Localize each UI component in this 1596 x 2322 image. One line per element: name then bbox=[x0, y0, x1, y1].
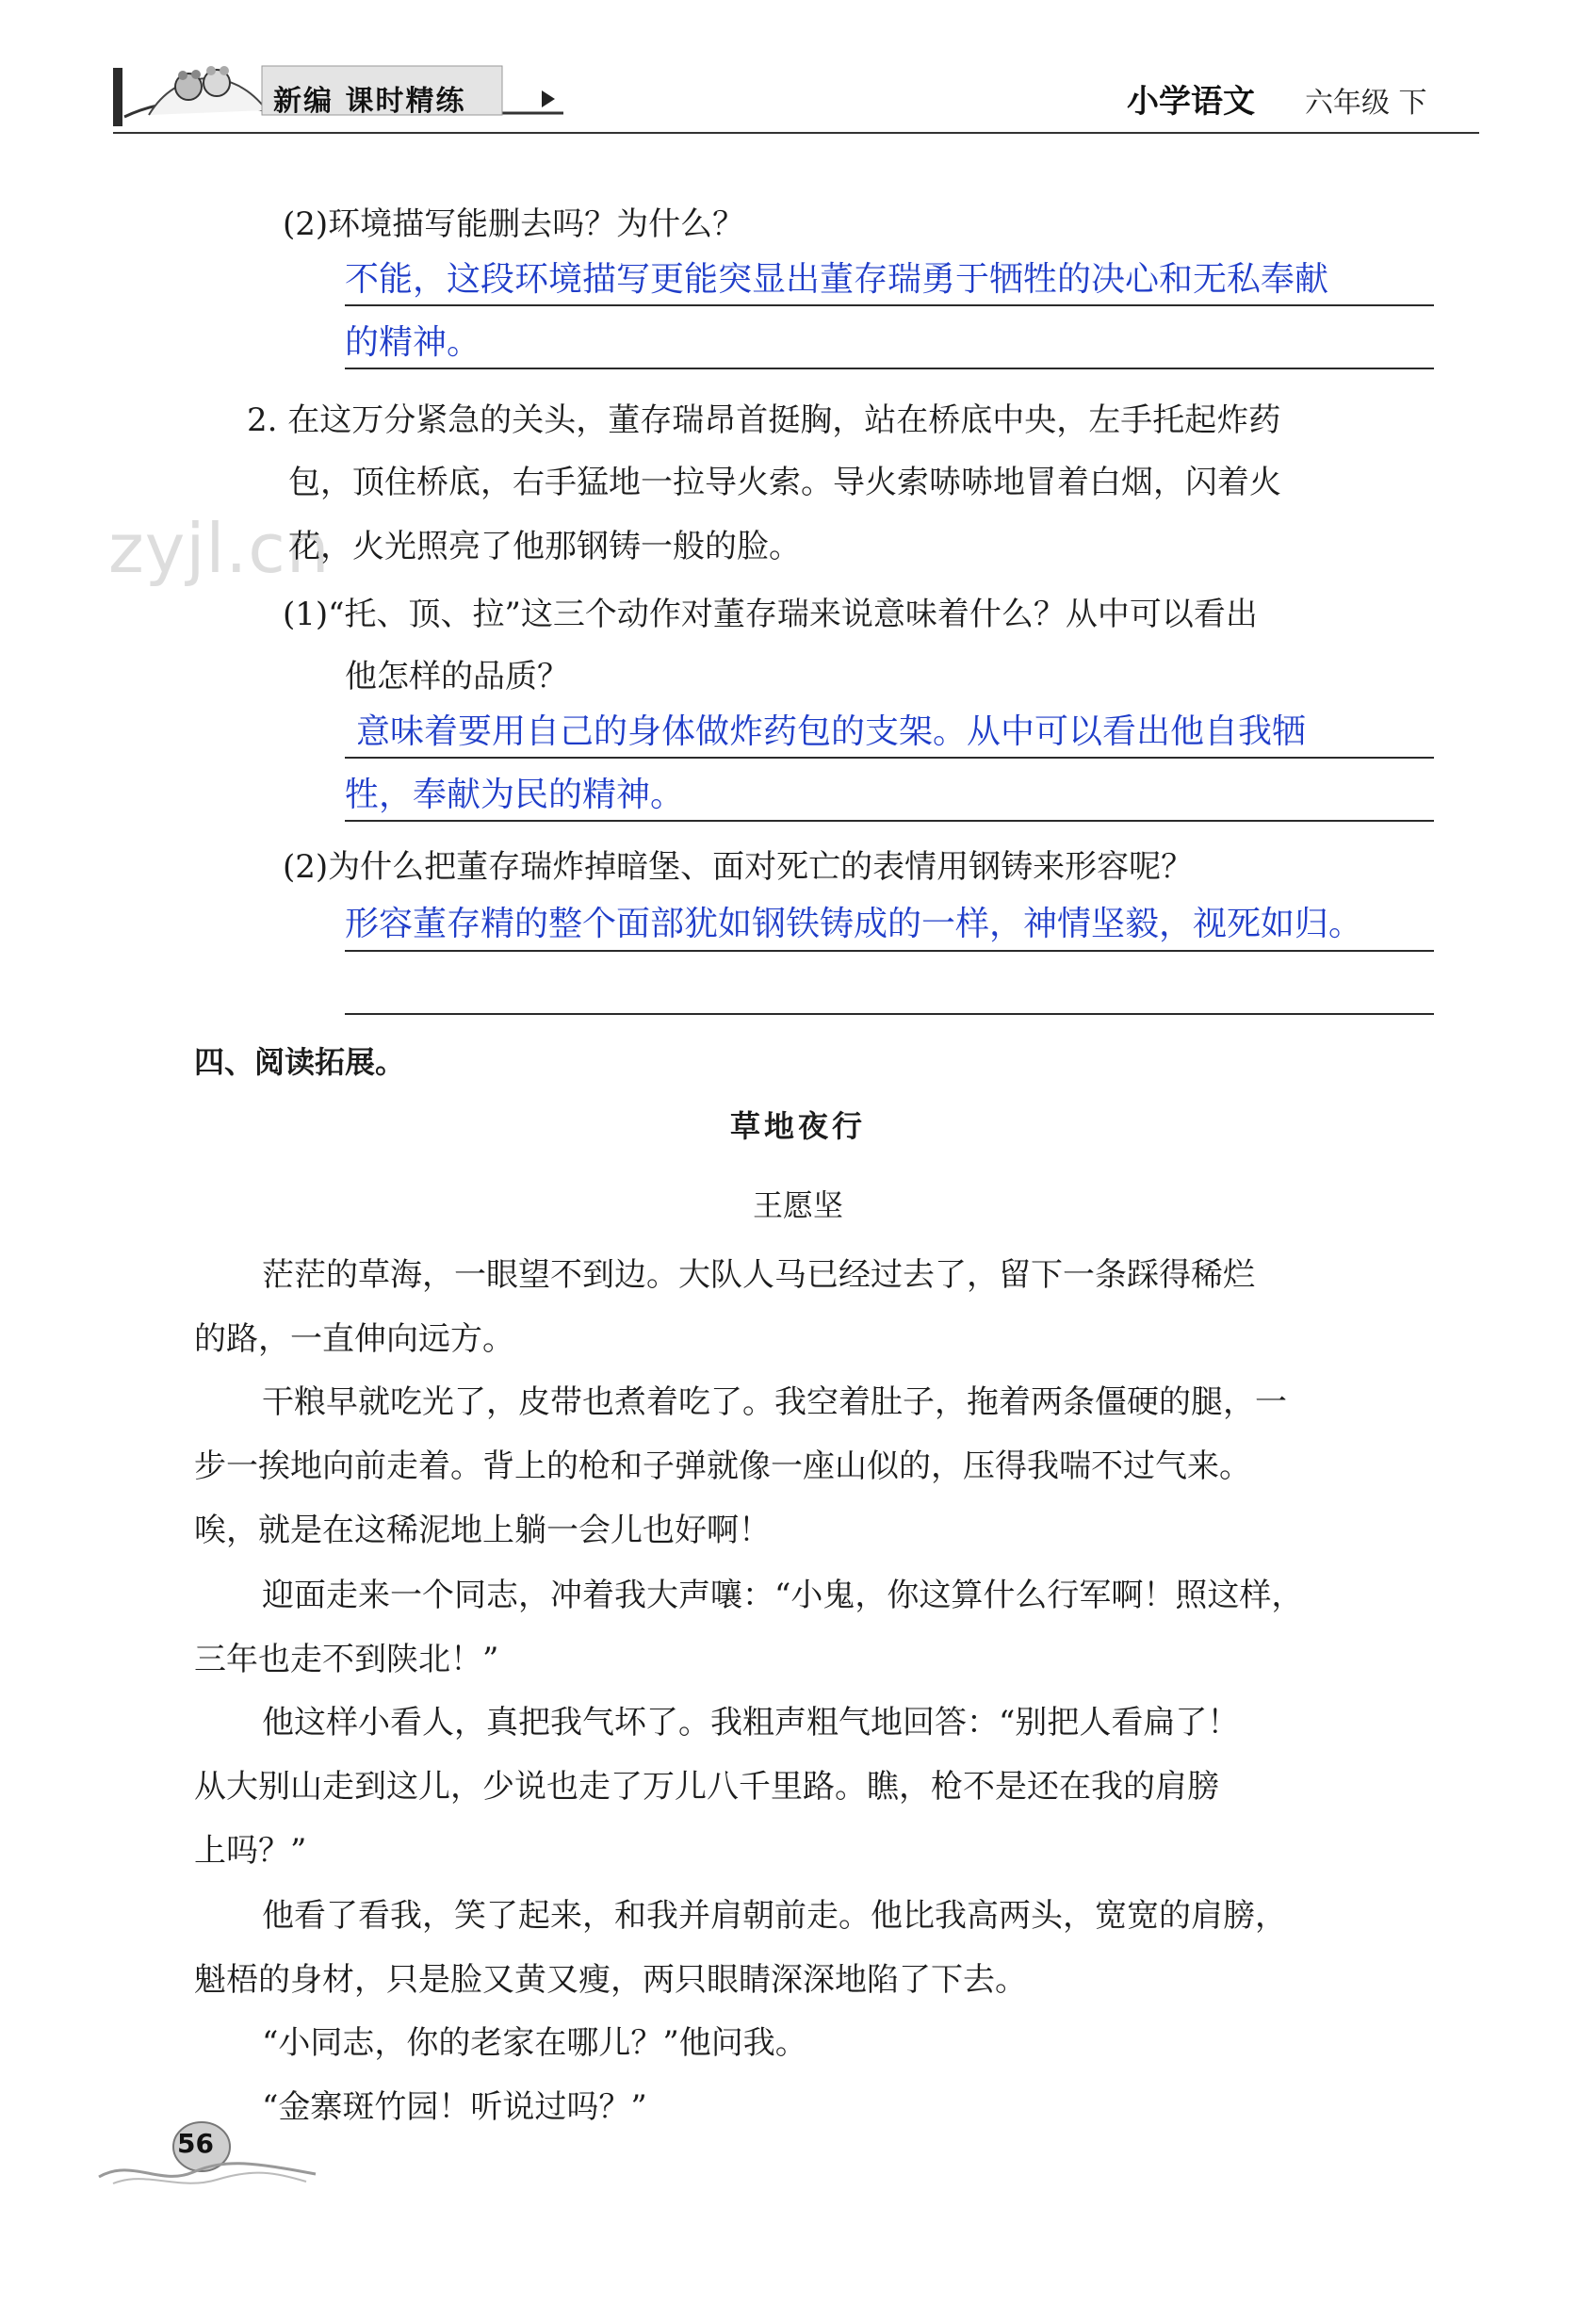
watermark: zyjl.cn bbox=[108, 509, 331, 588]
passage-line: 包，顶住桥底，右手猛地一拉导火索。导火索哧哧地冒着白烟，闪着火 bbox=[288, 464, 1281, 501]
answer-2-1-line-2: 牲，奉献为民的精神。 bbox=[345, 776, 685, 814]
answer-2-2: 形容董存精的整个面部犹如钢铁铸成的一样，神情坚毅，视死如归。 bbox=[345, 905, 1363, 943]
story-line: 他看了看我，笑了起来，和我并肩朝前走。他比我高两头，宽宽的肩膀， bbox=[262, 1897, 1287, 1935]
story-line: 从大别山走到这儿，少说也走了万儿八千里路。瞧，枪不是还在我的肩膀 bbox=[194, 1768, 1219, 1806]
answer-2-1-line-1: 意味着要用自己的身体做炸药包的支架。从中可以看出他自我牺 bbox=[356, 712, 1307, 751]
answer-1-2-line-2: 的精神。 bbox=[345, 323, 481, 362]
answer-1-2-line-1: 不能，这段环境描写更能突显出董存瑞勇于牺牲的决心和无私奉献 bbox=[345, 260, 1329, 299]
header-left-bar bbox=[113, 68, 122, 126]
answer-underline bbox=[345, 304, 1434, 306]
page-number: 56 bbox=[177, 2128, 214, 2159]
story-line: 干粮早就吃光了，皮带也煮着吃了。我空着肚子，拖着两条僵硬的腿，一 bbox=[262, 1383, 1287, 1421]
story-line: 唉，就是在这稀泥地上躺一会儿也好啊！ bbox=[194, 1512, 771, 1549]
story-line: “小同志，你的老家在哪儿？”他问我。 bbox=[262, 2024, 807, 2062]
story-line: 步一挨地向前走着。背上的枪和子弹就像一座山似的，压得我喘不过气来。 bbox=[194, 1447, 1251, 1485]
question-2-1-line-1: (1)“托、顶、拉”这三个动作对董存瑞来说意味着什么？从中可以看出 bbox=[283, 596, 1258, 633]
answer-underline bbox=[345, 820, 1434, 822]
story-author: 王愿坚 bbox=[752, 1187, 843, 1223]
header-divider bbox=[113, 132, 1479, 134]
story-line: 的路，一直伸向远方。 bbox=[194, 1320, 514, 1358]
grade-label: 六年级 下 bbox=[1305, 87, 1427, 120]
triangle-arrow-icon bbox=[542, 90, 555, 107]
answer-underline bbox=[345, 950, 1434, 952]
passage-line: 2. 在这万分紧急的关头，董存瑞昂首挺胸，站在桥底中央，左手托起炸药 bbox=[247, 401, 1281, 439]
story-line: 迎面走来一个同志，冲着我大声嚷：“小鬼，你这算什么行军啊！照这样， bbox=[262, 1577, 1304, 1614]
question-2-2: (2)为什么把董存瑞炸掉暗堡、面对死亡的表情用钢铸来形容呢？ bbox=[283, 848, 1194, 886]
section-heading: 四、阅读拓展。 bbox=[194, 1044, 406, 1080]
passage-line: 花，火光照亮了他那钢铸一般的脸。 bbox=[288, 528, 801, 565]
wave-ornament-icon bbox=[94, 2153, 320, 2191]
story-line: 魁梧的身材，只是脸又黄又瘦，两只眼睛深深地陷了下去。 bbox=[194, 1961, 1027, 1999]
answer-underline bbox=[345, 368, 1434, 369]
answer-underline bbox=[345, 1013, 1434, 1015]
question-1-2: (2)环境描写能删去吗？为什么？ bbox=[283, 205, 745, 243]
story-line: 茫茫的草海，一眼望不到边。大队人马已经过去了，留下一条踩得稀烂 bbox=[262, 1256, 1255, 1294]
story-line: “金寨斑竹园！听说过吗？” bbox=[262, 2088, 647, 2126]
series-title: 新编 课时精练 bbox=[273, 85, 466, 118]
question-2-1-line-2: 他怎样的品质？ bbox=[345, 658, 569, 695]
story-title: 草地夜行 bbox=[729, 1108, 866, 1144]
answer-underline bbox=[345, 757, 1434, 759]
story-line: 三年也走不到陕北！” bbox=[194, 1641, 499, 1678]
story-line: 上吗？” bbox=[194, 1832, 307, 1870]
story-line: 他这样小看人，真把我气坏了。我粗声粗气地回答：“别把人看扁了！ bbox=[262, 1704, 1240, 1742]
subject-label: 小学语文 bbox=[1127, 83, 1255, 121]
